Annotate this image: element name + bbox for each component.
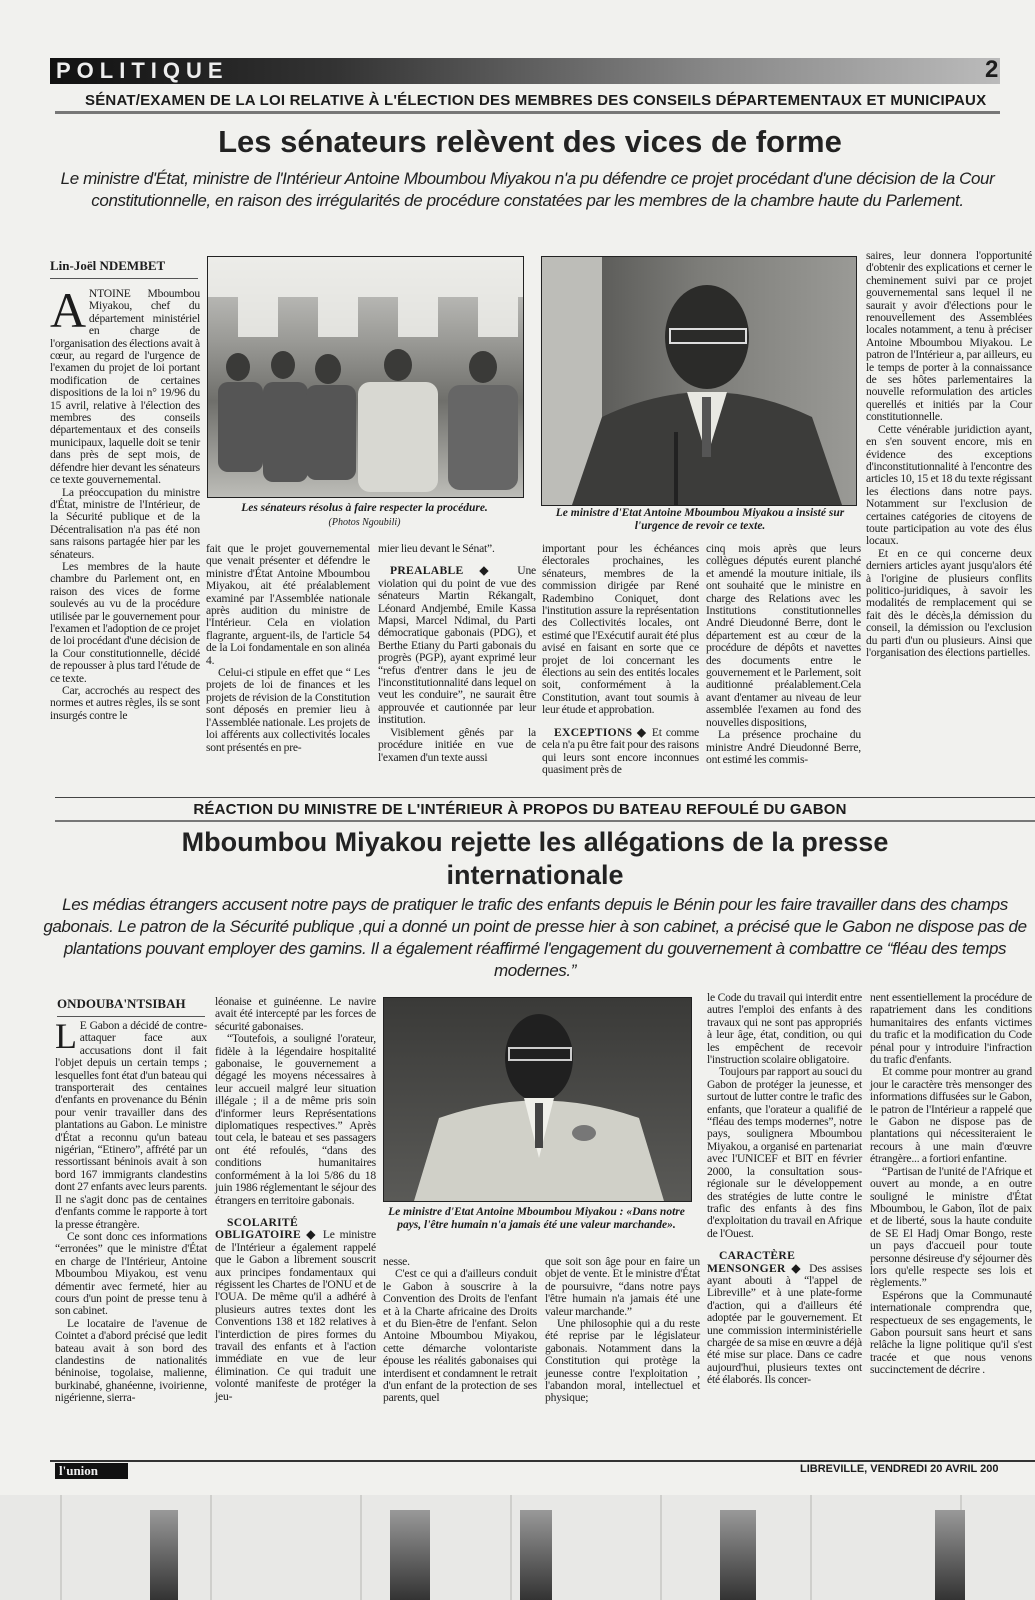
senators-photo-image xyxy=(208,257,523,497)
top-kicker: SÉNAT/EXAMEN DE LA LOI RELATIVE À L'ÉLECTION DES MEMBRES DES CONSEILS DÉPARTEMENTAUX ET MUNICIPAUX xyxy=(85,92,987,109)
paragraph: NTOINE Mboumbou Miyakou, chef du département ministériel en charge de l'organisation des élections avait à cœur, au regard de l'urgence de l'examen du projet de loi portant modification de certaines dispositions de la loi n° 19/96 du 15 avril, relative à l'élection des membres des conseils départementaux et des conseils municipaux, laquelle doit se tenir dans près de sept mois, de défendre hier devant les sénateurs ce texte gouvernemental. xyxy=(50,287,200,487)
scan-stripe xyxy=(150,1510,178,1600)
paragraph: Celui-ci stipule en effet que “ Les projets de loi de finances et les projets de révision de la Constitution sont déposés en premier lieu à l'Assemblée nationale. Les projets de loi afférents aux collectivités locales sont présentés en pre- xyxy=(206,666,370,754)
paragraph: Des assises ayant abouti à “l'appel de Libreville” et à une plate-forme d'action, qui a d'ailleurs été adoptée par le gouvernement. Et une commission interministérielle chargée de sa mise en œuvre a déjà été mise sur place. Dans ce cadre aujourd'hui, plusieurs textes ont été élaborés. Ils concer- xyxy=(707,1261,862,1387)
paragraph: léonaise et guinéenne. Le navire avait été intercepté par les forces de sécurité gabonaises. xyxy=(215,995,376,1033)
drop-cap: A xyxy=(50,282,86,338)
paragraph: Et en ce qui concerne deux derniers articles ayant jusqu'alors été à l'origine de plusieurs conflits politico-juridiques, à savoir les modalités de remplacement qui se fait dès le décès,la démission du conseil, la démission ou l'exclusion du parti d'un ou plusieurs. Ainsi que l'organisation des élections partielles. xyxy=(866,546,1032,659)
paragraph: nent essentiellement la procédure de rapatriement dans les conditions humanitaires des enfants victimes du trafic et la modification du Code pénal pour y introduire l'infraction du trafic d'enfants. xyxy=(870,991,1032,1067)
top-column-2 xyxy=(206,543,370,754)
paragraph: fait que le projet gouvernemental que venait présenter et défendre le ministre d'État Antoine Mboumbou Miyakou, ait été préalablement examiné par l'Assemblée nationale après audition du ministre de l'Intérieur. Cela en violation flagrante, arguent-ils, de l'article 54 de la Loi fondamentale en son alinéa 4. xyxy=(206,542,370,667)
paragraph: Une philosophie qui a du reste été reprise par le législateur gabonais. Notamment dans la Constitution qui protège la jeunesse contre l'exploitation , l'abandon moral, intellectuel et physique; xyxy=(545,1317,700,1405)
paragraph: cinq mois après que leurs collègues députés eurent planché et amendé la mouture initiale, ils ont souhaité que le ministre en charge des Relations avec les Institutions constitutionnelles André Dieudonné Berre, dont le département est au cœur de la procédure de dépôts et navettes des documents entre le gouvernement et le Parlement, soit auditionné préalablement.Cela avant d'entamer au niveau de leur assemblée l'examen au fond des nouvelles dispositions, xyxy=(706,542,861,729)
paragraph: Le ministre de l'Intérieur a également rappelé que le Gabon a librement souscrit aux principes fondamentaux qui régissent les Chartes de l'ONU et de l'OUA. De même qu'il a adhéré à plusieurs autres textes dont les Conventions 138 et 182 relatives à l'interdiction de pires formes du travail des enfants et à l'action immédiate en vue de leur élimination. Ce qui traduit une volonté manifeste de protéger la jeu- xyxy=(215,1228,376,1403)
top-column-1 xyxy=(50,282,200,722)
paragraph: Cette vénérable juridiction ayant, en s'en souvent encore, mis en évidence des exceptions d'inconstitutionnalité à l'encontre des articles 10, 15 et 18 du texte régissant les élections dans notre pays. Notamment sur l'exclusion de certaines catégories de citoyens de toute participation au vote des élus locaux. xyxy=(866,422,1032,548)
paragraph: Les membres de la haute chambre du Parlement ont, en raison des vices de forme soulevés au vu de la procédure utilisée par le gouvernement pour l'examen et l'adoption de ce projet de loi procédant d'une décision de la Cour constitutionnelle, décidé de repousser à plus tard l'étude de ce texte. xyxy=(50,559,200,685)
bottom-column-3 xyxy=(383,1256,537,1405)
top-column-5 xyxy=(706,543,861,766)
paragraph: Espérons que la Communauté internationale comprendra que, respectueux de ses engagements, le Gabon poursuit sans heurt et sans relâche la ligne politique qu'il s'est tracée et que nous venons succinctement de décrire . xyxy=(870,1288,1032,1377)
divider xyxy=(55,820,1035,822)
paragraph: Toujours par rapport au souci du Gabon de protéger la jeunesse, et surtout de lutter contre le trafic des enfants, que l'orateur a qualifié de “fléau des temps modernes”, notre pays, soulignera Mboumbou Miyakou, a organisé en partenariat avec l'UNICEF et BIT en février 2000, la consultation sous-régionale sur le développement des stratégies de lutte contre le trafic des enfants à des fins d'exploitation du travail en Afrique de l'Ouest. xyxy=(707,1065,862,1240)
bottom-deck: Les médias étrangers accusent notre pays de pratiquer le trafic des enfants depuis le Bénin pour les faire travailler dans des champs gabonais. Le patron de la Sécurité publique ,qui a donné un point de presse hier à son cabinet, a précisé que le Gabon ne dispose pas de plantations pouvant employer des gamins. Il a également réaffirmé l'engagement du gouvernement à combattre ce “fléau des temps modernes.” xyxy=(43,895,1027,980)
paragraph: “Toutefois, a souligné l'orateur, fidèle à la légendaire hospitalité gabonaise, le gouvernement a dégagé les moyens nécessaires à leur accueil malgré leur situation illégale ; il a de même pris soin d'informer leurs Représentations diplomatiques respectives.” Après tout cela, le bateau et ses passagers ont été refoulés, “dans des conditions humanitaires conformément à la loi 5/86 du 18 juin 1986 réglementant le séjour des étrangers en territoire gabonais. xyxy=(215,1032,376,1207)
photo-credit: (Photos Ngoubili) xyxy=(328,517,401,528)
paragraph: mier lieu devant le Sénat”. xyxy=(378,542,495,555)
top-column-3 xyxy=(378,543,536,764)
scan-stripe xyxy=(390,1510,430,1600)
subhead-prealable: PREALABLE ◆ xyxy=(390,564,502,578)
bottom-column-6 xyxy=(870,992,1032,1377)
bottom-column-1 xyxy=(55,1016,207,1405)
paragraph: le Code du travail qui interdit entre autres l'emploi des enfants à des travaux qui ne sont pas appropriés à leur âge, état, condition, ou qui les empêchent de recevoir l'instruction scolaire obligatoire. xyxy=(707,991,862,1067)
divider xyxy=(55,797,1035,798)
minister-portrait-image xyxy=(384,998,691,1201)
photo3-caption: Le ministre d'Etat Antoine Mboumbou Miyakou : «Dans notre pays, l'être humain n'a jamais été une valeur marchande». xyxy=(388,1206,685,1231)
drop-cap: L xyxy=(55,1016,77,1056)
subhead-exceptions: EXCEPTIONS ◆ xyxy=(554,725,648,739)
newspaper-logo: l'union xyxy=(55,1463,128,1479)
top-column-4 xyxy=(542,543,699,776)
subhead-scolarite: SCOLARITÉ OBLIGATOIRE ◆ xyxy=(215,1215,319,1242)
scan-stripe xyxy=(520,1510,552,1600)
photo1-caption: Les sénateurs résolus à faire respecter la procédure. xyxy=(241,502,488,514)
dateline: LIBREVILLE, VENDREDI 20 AVRIL 200 xyxy=(800,1463,999,1475)
paragraph: “Partisan de l'unité de l'Afrique et ouvert au monde, a en outre souligné le ministre d'État Mboumbou, le Gabon, îlot de paix et de liberté, sous la haute conduite de SE El Hadj Omar Bongo, reste un pays d'accueil pour toute personne désireuse d'y séjourner dès lors qu'elle respecte ses lois et règlements.” xyxy=(870,1164,1032,1290)
bottom-column-2 xyxy=(215,996,376,1403)
paragraph: Et comme cela n'a pu être fait pour des raisons qui leurs sont encore inconnues quasiment près de xyxy=(542,725,699,776)
paragraph: E Gabon a décidé de contre-attaquer face aux accusations dont il fait l'objet depuis un certain temps ; lesquelles font état d'un bateau qui transporterait des centaines d'enfants en provenance du Bénin pour venir travailler dans des plantations au Gabon. Le ministre d'État a reconnu qu'un bateau nigérian, “Etinero”, affrété par un ressortissant béninois avait à son bord 167 immigrants clandestins dont 27 enfants avec leurs parents. Il ne s'agit donc pas de centaines d'enfants comme le rapporte à tort la presse étrangère. xyxy=(55,1019,207,1231)
top-deck: Le ministre d'État, ministre de l'Intérieur Antoine Mboumbou Miyakou n'a pu défendre ce projet procédant d'une décision de la Cour constitutionnelle, en raison des irrégularités de procédure constatées par les membres de la chambre haute du Parlement. xyxy=(60,169,995,210)
paragraph: saires, leur donnera l'opportunité d'obtenir des explications et cerner le cheminement suivi par ce projet gouvernemental sans lequel il ne saurait y avoir d'élections pour le renouvellement des Assemblées locales notamment, a tenu à préciser Antoine Mboumbou Miyakou. Le patron de l'Intérieur a, par ailleurs, eu le temps de porter à la connaissance de ses hôtes parlementaires la nouvelle reformulation des articles querellés et initiés par la Cour constitutionnelle. xyxy=(866,249,1032,424)
paragraph: Le locataire de l'avenue de Cointet a d'abord précisé que ledit bateau avait à son bord des clandestins de nationalités béninoise, togolaise, malienne, burkinabé, ghanéenne, ivoirienne, nigérienne, sierra- xyxy=(55,1316,207,1405)
bottom-column-5 xyxy=(707,992,862,1387)
photo-minister-portrait xyxy=(383,997,692,1202)
paragraph: Une violation qui du point de vue des sénateurs Martin Rékangalt, Léonard Andjembé, Emile Kassa Mapsi, Marcel Ndimal, du Parti démocratique gabonais (PDG), et Berthe Etiany du Parti gabonais du progrès (PGP), ayant exprimé leur “refus d'entrer dans le jeu de l'inconstitutionnalité dans lequel on veut les conduire”, ne saurait être approuvée et cautionnée par leur institution. xyxy=(378,564,536,727)
minister-photo-image xyxy=(542,257,856,505)
paragraph: La présence prochaine du ministre André Dieudonné Berre, ont estimé les commis- xyxy=(706,728,861,766)
paragraph: Ce sont donc ces informations “erronées” que le ministre d'État en charge de l'Intérieur, Antoine Mboumbou Miyakou, est venu démentir avec fermeté, hier au cours d'un point de presse tenu à son cabinet. xyxy=(55,1229,207,1318)
paragraph: C'est ce qui a d'ailleurs conduit le Gabon à souscrire à la Convention des Droits de l'enfant et à la Charte africaine des Droits et du Bien-être de l'enfant. Selon Antoine Mboumbou Miyakou, cette démarche volontariste épouse les réalités gabonaises qui interdisent et condamnent le retrait d'un enfant de la protection de ses parents, quel xyxy=(383,1267,537,1405)
paragraph: important pour les échéances électorales prochaines, les sénateurs, membres de la commission dirigée par René Radembino Coniquet, dont l'institution assure la représentation des Collectivités locales, ont estimé que l'Exécutif aurait été plus avisé en faisant en sorte que ce projet de loi concernant les élections au sein des entités locales soit, conformément à la Constitution, avant tout soumis à leur étude et approbation. xyxy=(542,542,699,717)
paragraph: Et comme pour montrer au grand jour le caractère très mensonger des informations diffusées sur le Gabon, le patron de l'Intérieur a rappelé que le Gabon ne dispose pas de plantations qui nécessiteraient le recours à une main d'œuvre étrangère... a fortiori enfantine. xyxy=(870,1065,1032,1166)
section-title: POLITIQUE xyxy=(56,58,229,83)
subhead-caractere: CARACTÈRE MENSONGER ◆ xyxy=(707,1249,804,1275)
photo-senators xyxy=(207,256,524,498)
paragraph: Car, accrochés au respect des normes et autres règles, ils se sont insurgés contre le xyxy=(50,684,200,722)
paragraph: Visiblement gênés par la procédure initiée en vue de l'examen d'un texte aussi xyxy=(378,725,536,764)
top-headline: Les sénateurs relèvent des vices de forme xyxy=(218,124,842,159)
byline: Lin-Joël NDEMBET xyxy=(50,258,198,279)
paragraph: La préoccupation du ministre d'État, ministre de l'Intérieur, de la Sécurité publique et de la Décentralisation n'a pas été non sans raisons partagée hier par les sénateurs. xyxy=(50,485,200,561)
bottom-kicker: RÉACTION DU MINISTRE DE L'INTÉRIEUR À PROPOS DU BATEAU REFOULÉ DU GABON xyxy=(193,801,847,818)
page-number: 2 xyxy=(985,56,999,83)
paragraph: nesse. xyxy=(383,1255,410,1268)
scan-stripe xyxy=(720,1510,756,1600)
scan-stripe xyxy=(935,1510,965,1600)
photo2-caption: Le ministre d'Etat Antoine Mboumbou Miyakou a insisté sur l'urgence de revoir ce texte. xyxy=(555,507,845,532)
divider xyxy=(55,111,1000,114)
photo-minister xyxy=(541,256,857,506)
paragraph: que soit son âge pour en faire un objet de vente. Et le ministre d'État de poursuivre, “dans notre pays l'être humain n'a jamais été une valeur marchande.” xyxy=(545,1255,700,1318)
bottom-headline: Mboumbou Miyakou rejette les allégations de la presse internationale xyxy=(181,827,889,890)
top-column-6 xyxy=(866,250,1032,659)
byline: ONDOUBA'NTSIBAH xyxy=(57,996,205,1017)
bottom-column-4 xyxy=(545,1256,700,1405)
footer-rule xyxy=(50,1460,1035,1462)
section-banner xyxy=(50,58,1000,84)
